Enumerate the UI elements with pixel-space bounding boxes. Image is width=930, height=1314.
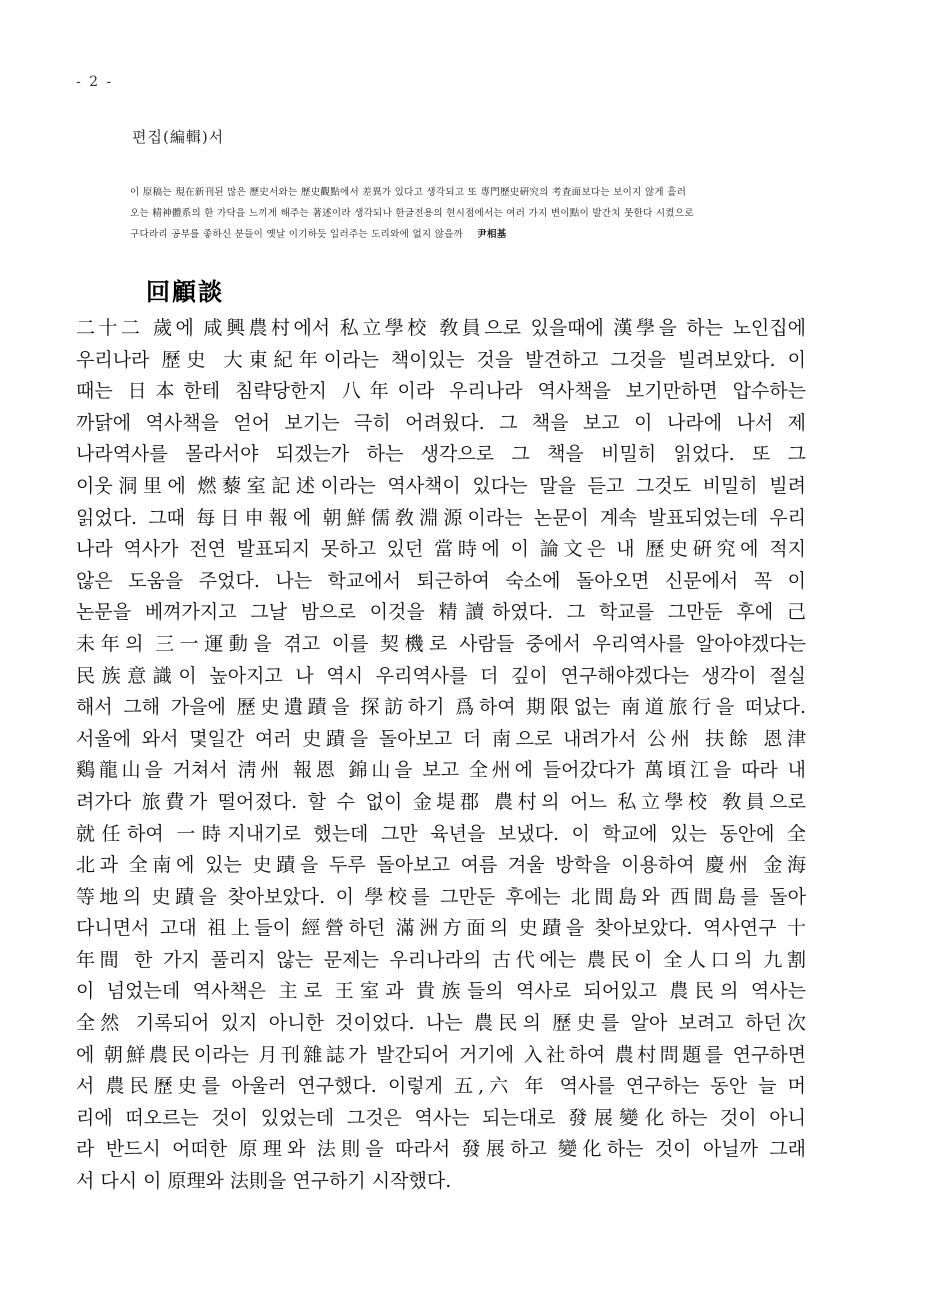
editor-note-line: 오는 精神體系의 한 가닥을 느끼게 해주는 著述이라 생각되나 한글전용의 현시점에서는 여러 가지 변이點이 발간치 못한다 시켰으로 bbox=[130, 208, 694, 219]
body-line: 에 朝鮮農民이라는 月刊雜誌가 발간되어 거기에 入社하여 農村問題를 연구하면 bbox=[76, 1043, 806, 1066]
body-line: 서울에 와서 몇일간 여러 史蹟을 돌아보고 더 南으로 내려가서 公州 扶餘 恩津 bbox=[76, 727, 806, 750]
editor-signature: 尹相基 bbox=[477, 229, 507, 240]
body-line: 않은 도움을 주었다. 나는 학교에서 퇴근하여 숙소에 돌아오면 신문에서 꼭 이 bbox=[76, 569, 806, 592]
body-line: 리에 떠오르는 것이 있었는데 그것은 역사는 되는대로 發展變化하는 것이 아니 bbox=[76, 1106, 806, 1129]
editor-note-text: 구다라리 공부를 좋하신 분들이 옛날 이기하듯 일러주는 도리와에 없지 않을까 bbox=[130, 229, 464, 240]
body-line: 려가다 旅費가 떨어졌다. 할 수 없이 金堤郡 農村의 어느 私立學校 敎員으로 bbox=[76, 790, 806, 813]
body-line: 鷄龍山을 거쳐서 淸州 報恩 錦山을 보고 全州에 들어갔다가 萬頃江을 따라 내 bbox=[76, 759, 806, 782]
editor-note bbox=[130, 182, 810, 245]
section-title: 回顧談 bbox=[146, 277, 224, 306]
body-line: 全然 기록되어 있지 아니한 것이었다. 나는 農民의 歷史를 알아 보려고 하던次 bbox=[76, 1012, 806, 1035]
body-line: 이 넘었는데 역사책은 主로 王室과 貴族들의 역사로 되어있고 農民의 역사는 bbox=[76, 980, 806, 1003]
body-line: 논문을 베껴가지고 그날 밤으로 이것을 精讀하였다. 그 학교를 그만둔 후에 己 bbox=[76, 601, 806, 624]
body-line: 未年의 三一運動을 겪고 이를 契機로 사람들 중에서 우리역사를 알아야겠다는 bbox=[76, 632, 806, 655]
page-number: - 2 - bbox=[76, 74, 114, 90]
body-line: 다니면서 고대 祖上들이 經營하던 滿洲方面의 史蹟을 찾아보았다. 역사연구 十 bbox=[76, 917, 806, 940]
body-line: 年間 한 가지 풀리지 않는 문제는 우리나라의 古代에는 農民이 全人口의 九割 bbox=[76, 948, 806, 971]
body-line: 二十二 歲에 咸興農村에서 私立學校 敎員으로 있을때에 漢學을 하는 노인집에 bbox=[76, 317, 806, 339]
body-line: 서 農民歷史를 아울러 연구했다. 이렇게 五,六 年 역사를 연구하는 동안 늘 머 bbox=[76, 1075, 806, 1098]
body-line: 해서 그해 가을에 歷史遺蹟을 探訪하기 爲하여 期限없는 南道旅行을 떠났다. bbox=[76, 696, 806, 719]
body-line: 까닭에 역사책을 얻어 보기는 극히 어려웠다. 그 책을 보고 이 나라에 나서 제 bbox=[76, 411, 806, 434]
body-line: 읽었다. 그때 每日申報에 朝鮮儒敎淵源이라는 논문이 계속 발표되었는데 우리 bbox=[76, 506, 806, 529]
body-line: 우리나라 歷史 大東紀年이라는 책이있는 것을 발견하고 그것을 빌려보았다. 이 bbox=[76, 348, 806, 371]
body-line: 民族意識이 높아지고 나 역시 우리역사를 더 깊이 연구해야겠다는 생각이 절실 bbox=[76, 664, 806, 687]
body-line: 나라역사를 몰라서야 되겠는가 하는 생각으로 그 책을 비밀히 읽었다. 또 그 bbox=[76, 443, 806, 466]
body-line: 서 다시 이 原理와 法則을 연구하기 시작했다. bbox=[76, 1170, 452, 1193]
body-line: 나라 역사가 전연 발표되지 못하고 있던 當時에 이 論文은 내 歷史硏究에 적지 bbox=[76, 538, 806, 561]
body-line: 때는 日本한테 침략당한지 八年이라 우리나라 역사책을 보기만하면 압수하는 bbox=[76, 380, 806, 403]
body-line: 就任하여 一時지내기로 했는데 그만 육년을 보냈다. 이 학교에 있는 동안에 全 bbox=[76, 822, 806, 845]
body-line: 等地의 史蹟을 찾아보았다. 이 學校를 그만둔 후에는 北間島와 西間島를 돌아 bbox=[76, 885, 806, 908]
body-line: 이웃洞里에 燃藜室記述이라는 역사책이 있다는 말을 듣고 그것도 비밀히 빌려 bbox=[76, 474, 806, 497]
editor-note-line: 이 原稿는 現在新刊된 많은 歷史서와는 歷史觀點에서 差異가 있다고 생각되고 또 專門歷史硏究의 考査面보다는 보이지 않게 흘러 bbox=[130, 187, 687, 198]
body-line: 北과 全南에 있는 史蹟을 두루 돌아보고 여름 겨울 방학을 이용하여 慶州 金海 bbox=[76, 854, 806, 877]
editor-note-line bbox=[130, 224, 810, 245]
body-line: 라 반드시 어떠한 原理와 法則을 따라서 發展하고 變化하는 것이 아닐까 그래 bbox=[76, 1138, 806, 1161]
editor-heading: 편집(編輯)서 bbox=[132, 128, 225, 146]
body-text bbox=[76, 313, 806, 1198]
